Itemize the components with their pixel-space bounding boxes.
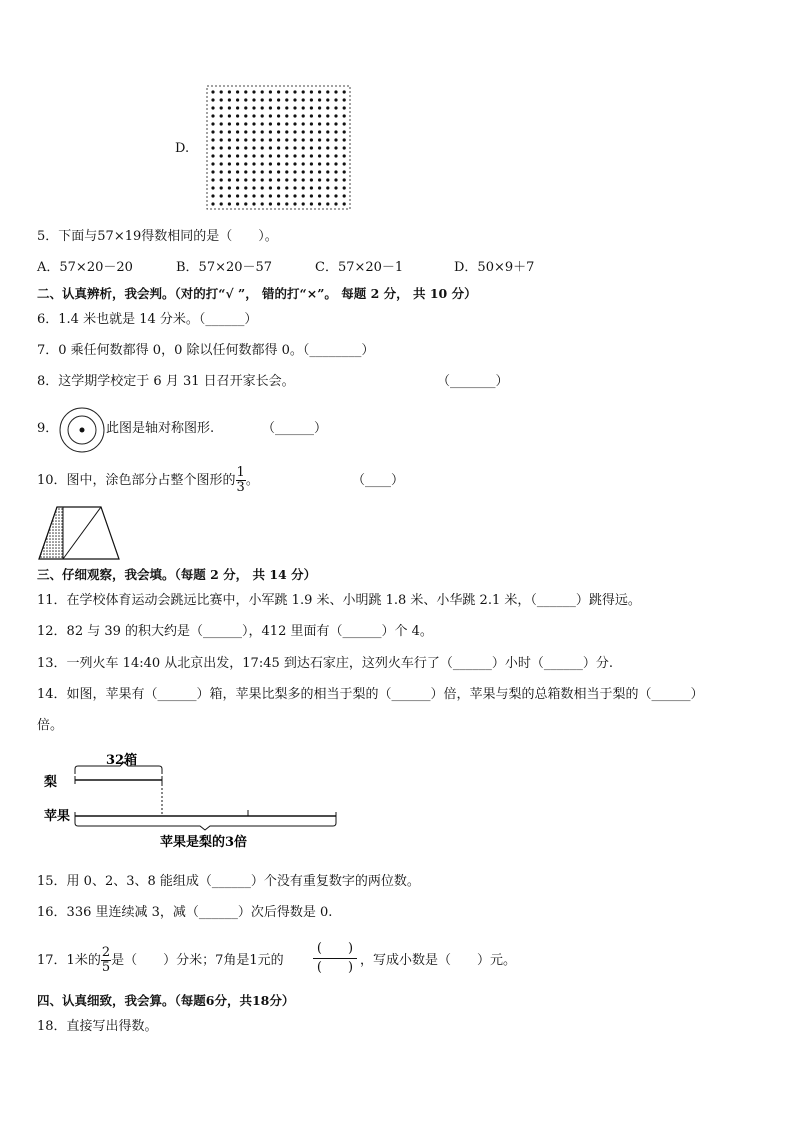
grid-dot bbox=[228, 202, 231, 205]
grid-dot bbox=[293, 154, 296, 157]
q4-option-d-label: D. bbox=[175, 141, 190, 156]
grid-dot bbox=[343, 194, 346, 197]
grid-dot bbox=[244, 186, 247, 189]
grid-dot bbox=[220, 138, 223, 141]
grid-dot bbox=[293, 114, 296, 117]
grid-dot bbox=[293, 194, 296, 197]
section-2-title: 二、认真辨析，我会判。（对的打“√ ”， 错的打“×”。 每题 2 分， 共 10 分） bbox=[37, 286, 477, 301]
grid-dot bbox=[261, 154, 264, 157]
grid-dot bbox=[220, 194, 223, 197]
q9-number: 9． bbox=[37, 421, 59, 436]
grid-dot bbox=[277, 170, 280, 173]
grid-dot bbox=[343, 114, 346, 117]
grid-dot bbox=[318, 138, 321, 141]
grid-dot bbox=[310, 202, 313, 205]
grid-dot bbox=[252, 130, 255, 133]
grid-dot bbox=[343, 122, 346, 125]
grid-dot bbox=[236, 194, 239, 197]
grid-dot bbox=[334, 122, 337, 125]
grid-dot bbox=[211, 154, 214, 157]
grid-dot bbox=[302, 130, 305, 133]
grid-dot bbox=[252, 106, 255, 109]
grid-dot bbox=[269, 154, 272, 157]
grid-dot bbox=[211, 130, 214, 133]
grid-dot bbox=[244, 114, 247, 117]
grid-dot bbox=[293, 138, 296, 141]
grid-dot bbox=[318, 98, 321, 101]
grid-dot bbox=[220, 178, 223, 181]
grid-dot bbox=[285, 138, 288, 141]
grid-dot bbox=[310, 98, 313, 101]
grid-dot bbox=[269, 138, 272, 141]
grid-dot bbox=[236, 130, 239, 133]
grid-dot bbox=[277, 98, 280, 101]
top-brace-label: 32箱 bbox=[106, 753, 138, 768]
grid-dot bbox=[261, 114, 264, 117]
grid-dot bbox=[252, 138, 255, 141]
grid-dot bbox=[326, 146, 329, 149]
grid-dot bbox=[318, 154, 321, 157]
q17 bbox=[37, 944, 284, 978]
grid-dot bbox=[310, 186, 313, 189]
grid-dot bbox=[285, 130, 288, 133]
grid-dot bbox=[236, 146, 239, 149]
grid-dot bbox=[285, 114, 288, 117]
grid-dot bbox=[334, 114, 337, 117]
grid-dot bbox=[211, 146, 214, 149]
q12: 12．82 与 39 的积大约是（______），412 里面有（______）个 4。 bbox=[37, 624, 433, 639]
grid-dot bbox=[220, 106, 223, 109]
grid-dot bbox=[343, 146, 346, 149]
grid-dot bbox=[211, 162, 214, 165]
grid-dot bbox=[326, 186, 329, 189]
q5-option-a: A．57×20－20 bbox=[37, 260, 133, 275]
grid-dot bbox=[318, 162, 321, 165]
grid-dot bbox=[326, 114, 329, 117]
grid-dot bbox=[220, 202, 223, 205]
grid-dot bbox=[277, 194, 280, 197]
grid-dot bbox=[236, 122, 239, 125]
grid-dot bbox=[269, 90, 272, 93]
q9-blank: （______） bbox=[262, 421, 328, 436]
grid-dot bbox=[277, 178, 280, 181]
grid-dot bbox=[334, 98, 337, 101]
apple-label: 苹果 bbox=[44, 809, 71, 824]
grid-dot bbox=[343, 170, 346, 173]
grid-dot bbox=[334, 170, 337, 173]
grid-dot bbox=[236, 202, 239, 205]
q8-blank: （_______） bbox=[437, 374, 509, 389]
grid-dot bbox=[252, 178, 255, 181]
grid-dot bbox=[228, 146, 231, 149]
grid-dot bbox=[261, 90, 264, 93]
grid-dot bbox=[302, 114, 305, 117]
q10-text: 10．图中，涂色部分占整个图形的 bbox=[37, 473, 236, 488]
dotted-square-figure bbox=[206, 85, 352, 211]
grid-dot bbox=[293, 202, 296, 205]
grid-dot bbox=[334, 154, 337, 157]
grid-dot bbox=[302, 138, 305, 141]
grid-dot bbox=[318, 90, 321, 93]
pear-label: 梨 bbox=[44, 775, 58, 790]
grid-dot bbox=[343, 106, 346, 109]
grid-dot bbox=[252, 98, 255, 101]
grid-dot bbox=[244, 194, 247, 197]
grid-dot bbox=[252, 202, 255, 205]
grid-dot bbox=[244, 122, 247, 125]
q11: 11．在学校体育运动会跳远比赛中，小军跳 1.9 米、小明跳 1.8 米、小华跳 2.1 米，（______）跳得远。 bbox=[37, 593, 641, 608]
grid-dot bbox=[310, 138, 313, 141]
grid-dot bbox=[293, 178, 296, 181]
bottom-brace-label: 苹果是梨的3倍 bbox=[160, 835, 248, 850]
grid-dot bbox=[220, 90, 223, 93]
grid-dot bbox=[220, 98, 223, 101]
blank-fraction: ( ) ( ) bbox=[313, 940, 357, 977]
grid-dot bbox=[252, 90, 255, 93]
grid-dot bbox=[236, 162, 239, 165]
grid-dot bbox=[277, 146, 280, 149]
grid-dot bbox=[261, 162, 264, 165]
grid-dot bbox=[261, 178, 264, 181]
q13: 13．一列火车 14:40 从北京出发，17:45 到达石家庄，这列火车行了（______）小时（______）分. bbox=[37, 656, 613, 671]
grid-dot bbox=[220, 114, 223, 117]
grid-dot bbox=[343, 90, 346, 93]
grid-dot bbox=[285, 90, 288, 93]
grid-dot bbox=[236, 98, 239, 101]
grid-dot bbox=[343, 186, 346, 189]
grid-dot bbox=[334, 130, 337, 133]
grid-dot bbox=[318, 146, 321, 149]
grid-dot bbox=[285, 186, 288, 189]
grid-dot bbox=[302, 146, 305, 149]
grid-dot bbox=[269, 130, 272, 133]
grid-dot bbox=[211, 194, 214, 197]
grid-dot bbox=[302, 170, 305, 173]
grid-dot bbox=[285, 122, 288, 125]
grid-dot bbox=[310, 122, 313, 125]
grid-dot bbox=[228, 122, 231, 125]
grid-dot bbox=[211, 186, 214, 189]
grid-dot bbox=[293, 130, 296, 133]
grid-dot bbox=[211, 114, 214, 117]
grid-dot bbox=[277, 138, 280, 141]
grid-dot bbox=[302, 106, 305, 109]
grid-dot bbox=[236, 170, 239, 173]
grid-dot bbox=[211, 138, 214, 141]
grid-dot bbox=[326, 178, 329, 181]
grid-dot bbox=[236, 154, 239, 157]
grid-dot bbox=[244, 202, 247, 205]
grid-dot bbox=[277, 122, 280, 125]
grid-dot bbox=[285, 106, 288, 109]
grid-dot bbox=[310, 170, 313, 173]
grid-dot bbox=[326, 202, 329, 205]
grid-dot bbox=[252, 122, 255, 125]
one-third-fraction: $\frac{1}{3}$ bbox=[236, 465, 245, 495]
grid-dot bbox=[326, 130, 329, 133]
q5-option-b: B．57×20－57 bbox=[176, 260, 273, 275]
pear-apple-segment-diagram bbox=[40, 750, 350, 850]
grid-dot bbox=[343, 154, 346, 157]
grid-dot bbox=[261, 186, 264, 189]
q10-end: 。 bbox=[245, 473, 259, 488]
grid-dot bbox=[326, 154, 329, 157]
grid-dot bbox=[269, 202, 272, 205]
grid-dot bbox=[277, 90, 280, 93]
q10 bbox=[37, 466, 259, 495]
grid-dot bbox=[261, 194, 264, 197]
section-4-title: 四、认真细致，我会算。（每题6分，共18分） bbox=[37, 993, 295, 1008]
q5-stem: 5．下面与57×19得数相同的是（ ）。 bbox=[37, 229, 278, 244]
grid-dot bbox=[252, 154, 255, 157]
grid-dot bbox=[244, 130, 247, 133]
grid-dot bbox=[285, 178, 288, 181]
grid-dot bbox=[261, 130, 264, 133]
grid-dot bbox=[277, 114, 280, 117]
grid-dot bbox=[318, 122, 321, 125]
grid-dot bbox=[277, 106, 280, 109]
grid-dot bbox=[310, 162, 313, 165]
grid-dot bbox=[285, 170, 288, 173]
grid-dot bbox=[228, 170, 231, 173]
grid-dot bbox=[318, 194, 321, 197]
grid-dot bbox=[302, 90, 305, 93]
grid-dot bbox=[269, 106, 272, 109]
grid-dot bbox=[261, 146, 264, 149]
grid-dot bbox=[228, 90, 231, 93]
grid-dot bbox=[236, 186, 239, 189]
grid-dot bbox=[285, 98, 288, 101]
grid-dot bbox=[269, 98, 272, 101]
grid-dot bbox=[326, 194, 329, 197]
q8: 8．这学期学校定于 6 月 31 日召开家长会。 bbox=[37, 374, 295, 389]
grid-dot bbox=[277, 202, 280, 205]
grid-dot bbox=[269, 186, 272, 189]
grid-dot bbox=[326, 90, 329, 93]
grid-dot bbox=[293, 146, 296, 149]
q16: 16．336 里连续减 3，减（______）次后得数是 0. bbox=[37, 905, 333, 920]
grid-dot bbox=[236, 178, 239, 181]
grid-dot bbox=[261, 170, 264, 173]
grid-dot bbox=[261, 202, 264, 205]
grid-dot bbox=[302, 98, 305, 101]
q7: 7．0 乘任何数都得 0，0 除以任何数都得 0。（________） bbox=[37, 343, 375, 358]
grid-dot bbox=[334, 202, 337, 205]
grid-dot bbox=[252, 170, 255, 173]
grid-dot bbox=[244, 154, 247, 157]
grid-dot bbox=[220, 162, 223, 165]
grid-dot bbox=[310, 114, 313, 117]
grid-dot bbox=[220, 130, 223, 133]
grid-dot bbox=[228, 106, 231, 109]
grid-dot bbox=[343, 130, 346, 133]
grid-dot bbox=[334, 162, 337, 165]
grid-dot bbox=[285, 154, 288, 157]
q15: 15．用 0、2、3、8 能组成（______）个没有重复数字的两位数。 bbox=[37, 874, 420, 889]
grid-dot bbox=[293, 106, 296, 109]
grid-dot bbox=[261, 122, 264, 125]
grid-dot bbox=[277, 130, 280, 133]
grid-dot bbox=[293, 98, 296, 101]
grid-dot bbox=[252, 114, 255, 117]
q10-blank: （____） bbox=[352, 473, 405, 488]
grid-dot bbox=[293, 170, 296, 173]
grid-dot bbox=[244, 162, 247, 165]
grid-dot bbox=[244, 146, 247, 149]
grid-dot bbox=[211, 98, 214, 101]
grid-dot bbox=[269, 178, 272, 181]
q18: 18．直接写出得数。 bbox=[37, 1019, 158, 1034]
q17-post: ，写成小数是（ ）元。 bbox=[360, 953, 517, 968]
grid-dot bbox=[228, 138, 231, 141]
two-fifths-fraction: $\frac{2}{5}$ bbox=[101, 945, 111, 975]
grid-dot bbox=[269, 170, 272, 173]
grid-dot bbox=[334, 194, 337, 197]
grid-dot bbox=[269, 146, 272, 149]
grid-dot bbox=[220, 186, 223, 189]
q9-text: 此图是轴对称图形. bbox=[106, 421, 215, 436]
grid-dot bbox=[326, 106, 329, 109]
grid-dot bbox=[244, 98, 247, 101]
grid-dot bbox=[211, 202, 214, 205]
grid-dot bbox=[228, 162, 231, 165]
grid-dot bbox=[334, 186, 337, 189]
q17-mid: 是（ ）分米；7角是1元的 bbox=[111, 953, 284, 968]
grid-dot bbox=[228, 114, 231, 117]
grid-dot bbox=[302, 122, 305, 125]
grid-dot bbox=[318, 202, 321, 205]
grid-dot bbox=[310, 146, 313, 149]
grid-dot bbox=[252, 146, 255, 149]
grid-dot bbox=[302, 194, 305, 197]
grid-dot bbox=[220, 154, 223, 157]
grid-dot bbox=[293, 90, 296, 93]
q6: 6．1.4 米也就是 14 分米。（______） bbox=[37, 312, 258, 327]
q14-line1: 14．如图，苹果有（______）箱，苹果比梨多的相当于梨的（______）倍，苹果与梨的总箱数相当于梨的（______） bbox=[37, 687, 704, 702]
grid-dot bbox=[228, 178, 231, 181]
grid-dot bbox=[269, 194, 272, 197]
grid-dot bbox=[334, 146, 337, 149]
grid-dot bbox=[343, 178, 346, 181]
grid-dot bbox=[228, 130, 231, 133]
grid-dot bbox=[326, 138, 329, 141]
grid-dot bbox=[302, 202, 305, 205]
grid-dot bbox=[261, 106, 264, 109]
grid-dot bbox=[285, 146, 288, 149]
grid-dot bbox=[211, 170, 214, 173]
grid-dot bbox=[252, 186, 255, 189]
grid-dot bbox=[326, 122, 329, 125]
concentric-circles-figure bbox=[57, 405, 107, 455]
grid-dot bbox=[343, 162, 346, 165]
grid-dot bbox=[334, 178, 337, 181]
grid-dot bbox=[277, 162, 280, 165]
grid-dot bbox=[318, 186, 321, 189]
grid-dot bbox=[269, 114, 272, 117]
trapezoid-figure bbox=[37, 505, 123, 561]
grid-dot bbox=[220, 170, 223, 173]
grid-dot bbox=[228, 154, 231, 157]
grid-dot bbox=[310, 130, 313, 133]
grid-dot bbox=[343, 138, 346, 141]
grid-dot bbox=[310, 178, 313, 181]
grid-dot bbox=[277, 154, 280, 157]
grid-dot bbox=[293, 162, 296, 165]
grid-dot bbox=[220, 122, 223, 125]
grid-dot bbox=[285, 202, 288, 205]
grid-dot bbox=[228, 98, 231, 101]
grid-dot bbox=[236, 90, 239, 93]
grid-dot bbox=[318, 130, 321, 133]
grid-dot bbox=[334, 106, 337, 109]
grid-dot bbox=[211, 178, 214, 181]
grid-dot bbox=[343, 202, 346, 205]
grid-dot bbox=[252, 162, 255, 165]
grid-dot bbox=[261, 98, 264, 101]
grid-dot bbox=[310, 194, 313, 197]
grid-dot bbox=[318, 106, 321, 109]
grid-dot bbox=[318, 170, 321, 173]
grid-dot bbox=[310, 154, 313, 157]
grid-dot bbox=[252, 194, 255, 197]
grid-dot bbox=[326, 170, 329, 173]
grid-dot bbox=[228, 186, 231, 189]
grid-dot bbox=[326, 162, 329, 165]
q5-option-c: C．57×20－1 bbox=[315, 260, 404, 275]
grid-dot bbox=[220, 146, 223, 149]
grid-dot bbox=[228, 194, 231, 197]
q5-option-d: D．50×9＋7 bbox=[454, 260, 535, 275]
grid-dot bbox=[310, 90, 313, 93]
grid-dot bbox=[261, 138, 264, 141]
grid-dot bbox=[244, 106, 247, 109]
grid-dot bbox=[334, 138, 337, 141]
grid-dot bbox=[236, 114, 239, 117]
grid-dot bbox=[269, 122, 272, 125]
grid-dot bbox=[236, 106, 239, 109]
grid-dot bbox=[285, 194, 288, 197]
grid-dot bbox=[334, 90, 337, 93]
grid-dot bbox=[310, 106, 313, 109]
grid-dot bbox=[236, 138, 239, 141]
grid-dot bbox=[244, 178, 247, 181]
grid-dot bbox=[211, 122, 214, 125]
grid-dot bbox=[326, 98, 329, 101]
grid-dot bbox=[277, 186, 280, 189]
grid-dot bbox=[302, 178, 305, 181]
grid-dot bbox=[302, 186, 305, 189]
grid-dot bbox=[244, 170, 247, 173]
section-3-title: 三、仔细观察，我会填。（每题 2 分， 共 14 分） bbox=[37, 567, 317, 582]
grid-dot bbox=[269, 162, 272, 165]
grid-dot bbox=[285, 162, 288, 165]
grid-dot bbox=[211, 90, 214, 93]
grid-dot bbox=[302, 162, 305, 165]
grid-dot bbox=[343, 98, 346, 101]
grid-dot bbox=[293, 186, 296, 189]
grid-dot bbox=[302, 154, 305, 157]
q17-pre: 17．1米的 bbox=[37, 953, 101, 968]
q14-line2: 倍。 bbox=[37, 718, 64, 733]
grid-dot bbox=[244, 138, 247, 141]
grid-dot bbox=[293, 122, 296, 125]
grid-dot bbox=[318, 114, 321, 117]
grid-dot bbox=[211, 106, 214, 109]
grid-dot bbox=[244, 90, 247, 93]
grid-dot bbox=[318, 178, 321, 181]
